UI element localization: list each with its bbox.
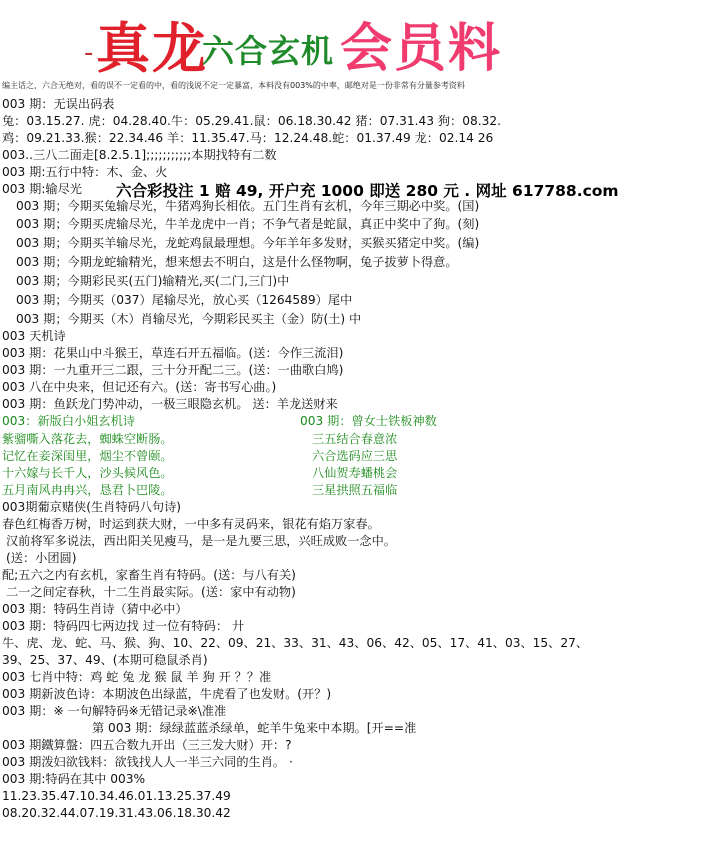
- banner-title-red: 真龙: [96, 16, 208, 80]
- poem-right-line: 三五结合春意浓: [312, 432, 398, 446]
- text-line: 003 期：特码四七两边找 过一位有特码： 廾: [2, 619, 245, 633]
- text-line: 003 期：一九重开三二跟，三十分开配二三。(送：一曲歌白鸠): [2, 363, 344, 377]
- text-line: 003 期；今期买羊输尽光，龙蛇鸡鼠最理想。今年羊年多发财，买猴买猪定中奖。(编): [16, 236, 480, 250]
- banner-title-pink: 会员料: [340, 18, 503, 79]
- text-line: 鸡：09.21.33.猴：22.34.46 羊：11.35.47.马：12.24.48.蛇：01.37.49 龙：02.14 26: [2, 131, 494, 145]
- disclaimer: 编主话之，六合无绝对，看的误不一定看的中，看的浅说不定一定暴富，本料没有003%的中率，邮绝对是一份非常有分量参考资料: [2, 81, 465, 90]
- text-line: 003 期：无误出码表: [2, 97, 115, 111]
- text-line: 003..三八二面走[8.2.5.1];;;;;;;;;;;本期找特有二数: [2, 148, 277, 162]
- poem-left-line: 紫骝嘶入落花去，蜘蛛空断肠。: [2, 432, 173, 446]
- text-line: 003 七肖中特：鸡 蛇 兔 龙 猴 鼠 羊 狗 开 ？？准: [2, 670, 272, 684]
- ad-banner-text: 六合彩投注 1 赔 49, 开户充 1000 即送 280 元 . 网址 617788.com: [116, 182, 619, 200]
- number-line: 08.20.32.44.07.19.31.43.06.18.30.42: [2, 806, 231, 820]
- text-line: 003 期；今期买（木）肖输尽光，今期彩民买主（金）防(土) 中: [16, 312, 362, 326]
- text-line: 二一之间定春秋，十二生肖最实际。(送：家中有动物): [6, 585, 296, 599]
- banner-dash: -: [84, 38, 94, 68]
- text-line: 003 期：鱼跃龙门势冲动，一极三眼隐玄机。 送：羊龙送财来: [2, 397, 338, 411]
- text-line: 003 期:五行中特：木、金、火: [2, 165, 168, 179]
- text-line: 汉前将军多说法，西出阳关见瘦马，是一是九要三思，兴旺成败一念中。: [6, 534, 396, 548]
- text-line: 牛、虎、龙、蛇、马、猴、狗、10、22、09、21、33、31、43、06、42、05、17、41、03、15、27、: [2, 636, 589, 650]
- text-line: 第 003 期：绿绿蓝蓝杀绿单，蛇羊牛兔来中本期。[开==准: [92, 721, 417, 735]
- text-line: 003 期：特码生肖诗（猜中必中）: [2, 602, 188, 616]
- text-line: 兔：03.15.27. 虎：04.28.40.牛：05.29.41.鼠：06.18.30.42 猪：07.31.43 狗：08.32.: [2, 114, 502, 128]
- poem-left-line: 十六嫁与长千人，沙头候风色。: [2, 466, 173, 480]
- text-line: 003 期：花果山中斗猴王，草连石开五福临。(送：今作三流泪): [2, 346, 344, 360]
- text-line: 配;五六之内有玄机，家畜生肖有特码。(送：与八有关): [2, 568, 296, 582]
- poem-left-title: 003：新版白小姐玄机诗: [2, 414, 135, 428]
- number-line: 11.23.35.47.10.34.46.01.13.25.37.49: [2, 789, 231, 803]
- text-line: 003 期:特码在其中 003%: [2, 772, 146, 786]
- text-line: 003 期；今期买兔输尽光，牛猪鸡狗长相依。五门生肖有玄机，今年三期必中奖。(国): [16, 199, 480, 213]
- text-line: 003 期；今期买虎输尽光，牛羊龙虎中一肖；不争气者是蛇鼠，真正中奖中了狗。(刻): [16, 217, 480, 231]
- poem-right-line: 六合选码应三思: [312, 449, 398, 463]
- text-line: 003期葡京赌侠(生肖特码八句诗): [2, 500, 182, 514]
- text-line: 003 期新波色诗：本期波色出绿蓝，牛虎看了也发财。(开？): [2, 687, 332, 701]
- text-line: 春色红梅香万树，时运到获大财，一中多有灵码来，银花有焰万家春。: [2, 517, 380, 531]
- text-line: 003 期泼妇欲钱料：欲钱找人人一半三六同的生肖。 ·: [2, 755, 293, 769]
- poem-right-line: 三星拱照五福临: [312, 483, 398, 497]
- header-banner: [0, 0, 720, 80]
- text-line: (送：小团圆): [6, 551, 77, 565]
- text-line: 003 期:输尽光: [2, 182, 82, 196]
- poem-right-title: 003 期：曾女士铁板神数: [300, 414, 437, 428]
- text-line: 003 期；今期彩民买(五门)输精光,买(二门,三门)中: [16, 274, 290, 288]
- poem-left-line: 记忆在妾深闺里，烟尘不曾颐。: [2, 449, 173, 463]
- poem-right-line: 八仙贺寿蟠桃会: [312, 466, 398, 480]
- text-line: 003 八在中央来，但记还有六。(送：寄书写心曲。): [2, 380, 277, 394]
- text-line: 003 期；今期买（037）尾输尽光，放心买（1264589）尾中: [16, 293, 353, 307]
- text-line: 39、25、37、49、(本期可稳鼠杀肖): [2, 653, 208, 667]
- text-line: 003 天机诗: [2, 329, 66, 343]
- banner-title-green: 六合玄机: [202, 32, 335, 70]
- text-line: 003 期；今期龙蛇输精光，想来想去不明白，这是什么怪物啊，兔子拔萝卜得意。: [16, 255, 458, 269]
- text-line: 003 期：※ 一句解特码※无错记录※\准准: [2, 704, 227, 718]
- text-line: 003 期鐵算盤：四五合数九开出（三三发大财）开：?: [2, 738, 292, 752]
- poem-left-line: 五月南风冉冉兴，恳君卜巴陵。: [2, 483, 173, 497]
